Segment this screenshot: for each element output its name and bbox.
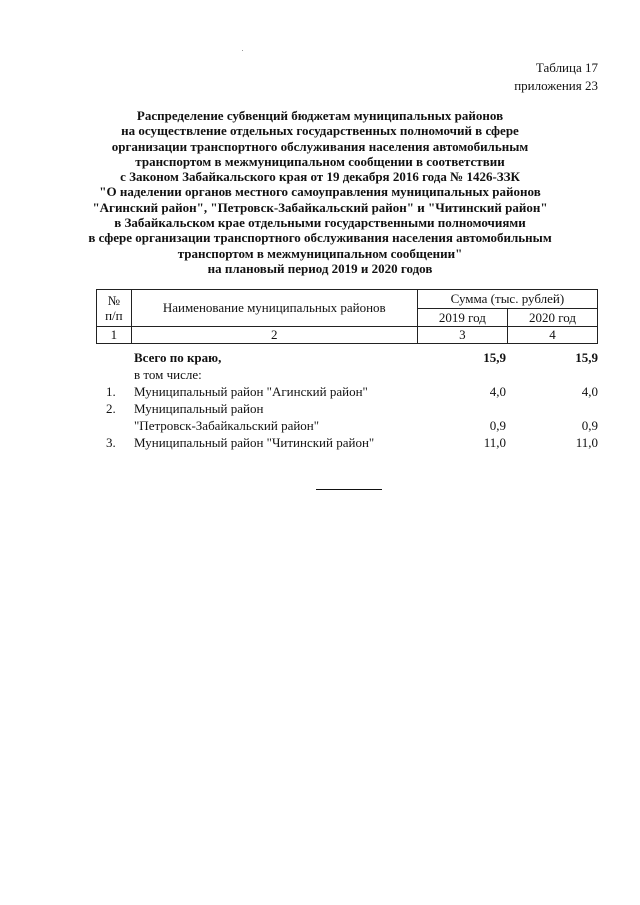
total-2020: 15,9 bbox=[575, 350, 598, 365]
header-number-line2: п/п bbox=[105, 308, 123, 323]
title-line: с Законом Забайкальского края от 19 декабря 2016 года № 1426-ЗЗК bbox=[120, 169, 520, 185]
table-row bbox=[96, 400, 598, 417]
total-2019: 15,9 bbox=[483, 350, 506, 365]
header-number-line1: № bbox=[107, 293, 121, 308]
header-cell-name: Наименование муниципальных районов bbox=[131, 290, 417, 327]
header-cell-sum: Сумма (тыс. рублей) bbox=[417, 290, 597, 309]
title-line: транспортом в межмуниципальном сообщении" bbox=[177, 245, 463, 261]
title-line: транспортом в межмуниципальном сообщении в соответствии bbox=[135, 153, 505, 169]
table-row-including bbox=[96, 366, 598, 383]
table-row-total bbox=[96, 349, 598, 366]
end-of-document-line bbox=[316, 489, 382, 490]
scan-speck bbox=[242, 50, 243, 51]
row-name-continued: "Петровск-Забайкальский район" bbox=[134, 418, 320, 433]
table-row bbox=[96, 434, 598, 451]
title-line: в сфере организации транспортного обслуживания населения автомобильным bbox=[88, 230, 552, 246]
table-body bbox=[96, 349, 598, 451]
total-label: Всего по краю, bbox=[134, 350, 222, 365]
header-cell-2020: 2020 год bbox=[507, 309, 597, 327]
title-line: "О наделении органов местного самоуправления муниципальных районов bbox=[99, 184, 541, 200]
title-line: на осуществление отдельных государственных полномочий в сфере bbox=[121, 123, 519, 139]
table-row bbox=[96, 383, 598, 400]
header-cell-2019: 2019 год bbox=[417, 309, 507, 327]
document-title bbox=[40, 108, 600, 276]
row-name: Муниципальный район bbox=[134, 401, 264, 416]
row-number: 1. bbox=[106, 384, 116, 399]
index-cell: 2 bbox=[131, 327, 417, 344]
row-name: Муниципальный район "Агинский район" bbox=[134, 384, 368, 399]
row-2019: 4,0 bbox=[489, 384, 506, 399]
including-label: в том числе: bbox=[134, 367, 202, 382]
appendix-number-label: приложения 23 bbox=[514, 78, 598, 93]
row-2020: 0,9 bbox=[581, 418, 598, 433]
table-number-label: Таблица 17 bbox=[535, 60, 598, 75]
row-number: 3. bbox=[106, 435, 116, 450]
table-header bbox=[96, 289, 598, 344]
title-line: на плановый период 2019 и 2020 годов bbox=[207, 260, 433, 276]
index-cell: 4 bbox=[507, 327, 597, 344]
index-cell: 1 bbox=[97, 327, 132, 344]
title-line: "Агинский район", "Петровск-Забайкальский район" и "Читинский район" bbox=[92, 199, 548, 215]
row-2019: 0,9 bbox=[489, 418, 506, 433]
row-2020: 4,0 bbox=[581, 384, 598, 399]
row-2019: 11,0 bbox=[483, 435, 506, 450]
row-2020: 11,0 bbox=[575, 435, 598, 450]
index-cell: 3 bbox=[417, 327, 507, 344]
row-number: 2. bbox=[106, 401, 116, 416]
header-cell-number bbox=[97, 290, 132, 327]
title-line: Распределение субвенций бюджетам муниципальных районов bbox=[136, 108, 504, 123]
table-row-continued bbox=[96, 417, 598, 434]
title-line: в Забайкальском крае отдельными государственными полномочиями bbox=[114, 215, 526, 231]
row-name: Муниципальный район "Читинский район" bbox=[134, 435, 375, 450]
title-line: организации транспортного обслуживания населения автомобильным bbox=[111, 138, 529, 154]
